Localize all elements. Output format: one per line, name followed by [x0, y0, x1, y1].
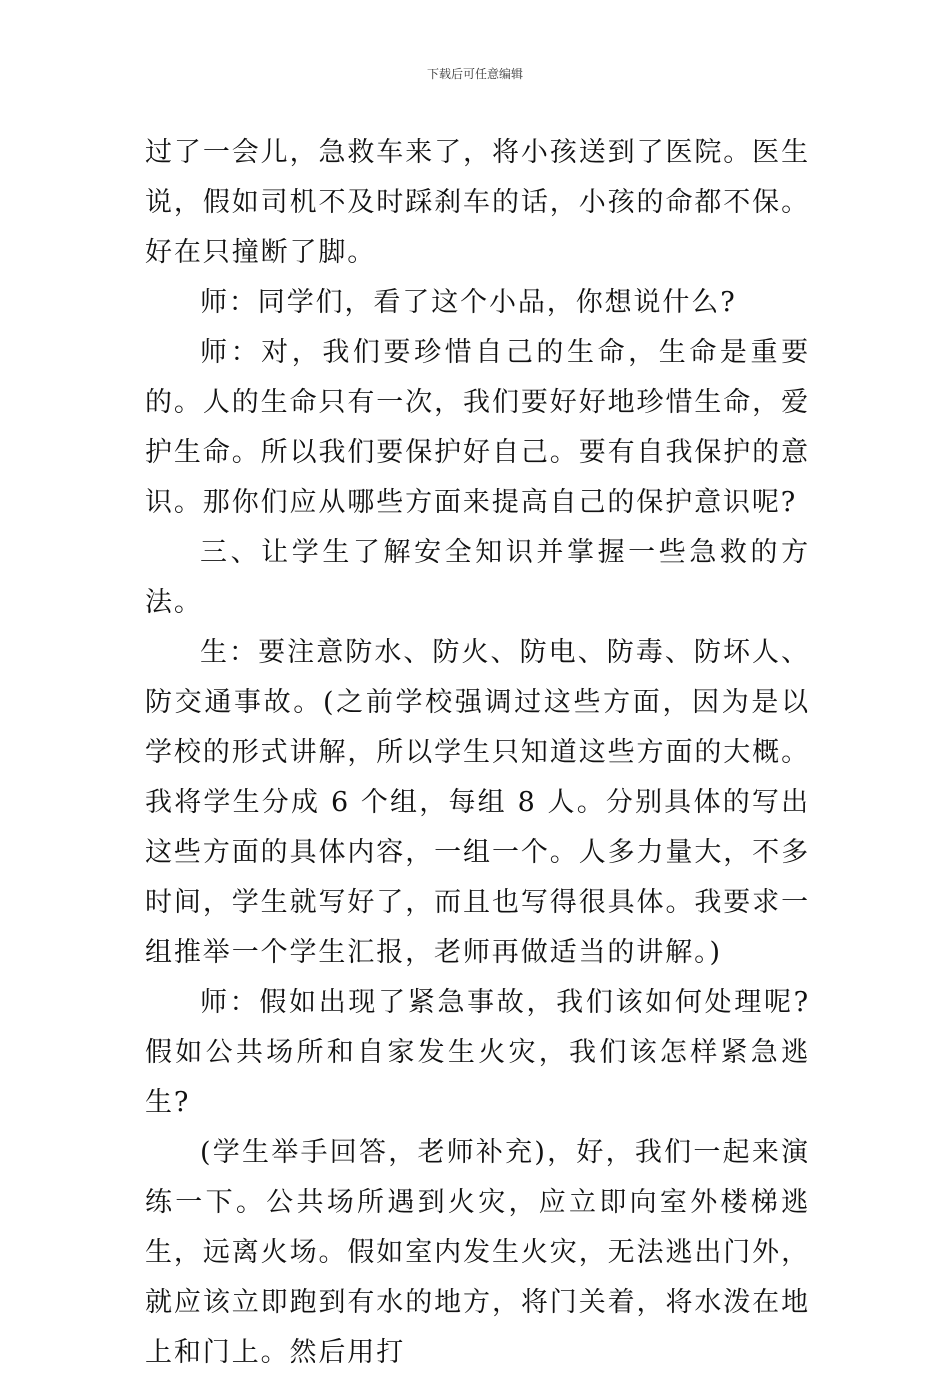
- paragraph-1: 过了一会儿，急救车来了，将小孩送到了医院。医生说，假如司机不及时踩刹车的话，小孩的命都不保。好在只撞断了脚。: [145, 137, 810, 268]
- section-heading-3: 三、让学生了解安全知识并掌握一些急救的方法。: [145, 537, 810, 618]
- paragraph-3: 师：对，我们要珍惜自己的生命，生命是重要的。人的生命只有一次，我们要好好地珍惜生命，爱护生命。所以我们要保护好自己。要有自我保护的意识。那你们应从哪些方面来提高自己的保护意识呢?: [145, 337, 810, 518]
- paragraph-6: 师：假如出现了紧急事故，我们该如何处理呢?假如公共场所和自家发生火灾，我们该怎样紧急逃生?: [145, 987, 810, 1118]
- page-header: 下载后可任意编辑: [426, 67, 523, 81]
- paragraph-5: 生：要注意防水、防火、防电、防毒、防坏人、防交通事故。(之前学校强调过这些方面，因为是以学校的形式讲解，所以学生只知道这些方面的大概。我将学生分成 6 个组，每组 8 人。分别具体的写出这些方面的具体内容，一组一个。人多力量大，不多时间，学生就写好了，而且也写得很具体。我要求一组推举一个学生汇报，老师再做适当的讲解。): [145, 637, 810, 968]
- document-body: [145, 128, 810, 1378]
- paragraph-7: (学生举手回答，老师补充)，好，我们一起来演练一下。公共场所遇到火灾，应立即向室外楼梯逃生，远离火场。假如室内发生火灾，无法逃出门外，就应该立即跑到有水的地方，将门关着，将水泼在地上和门上。然后用打: [145, 1137, 810, 1368]
- paragraph-2: 师：同学们，看了这个小品，你想说什么?: [200, 287, 737, 318]
